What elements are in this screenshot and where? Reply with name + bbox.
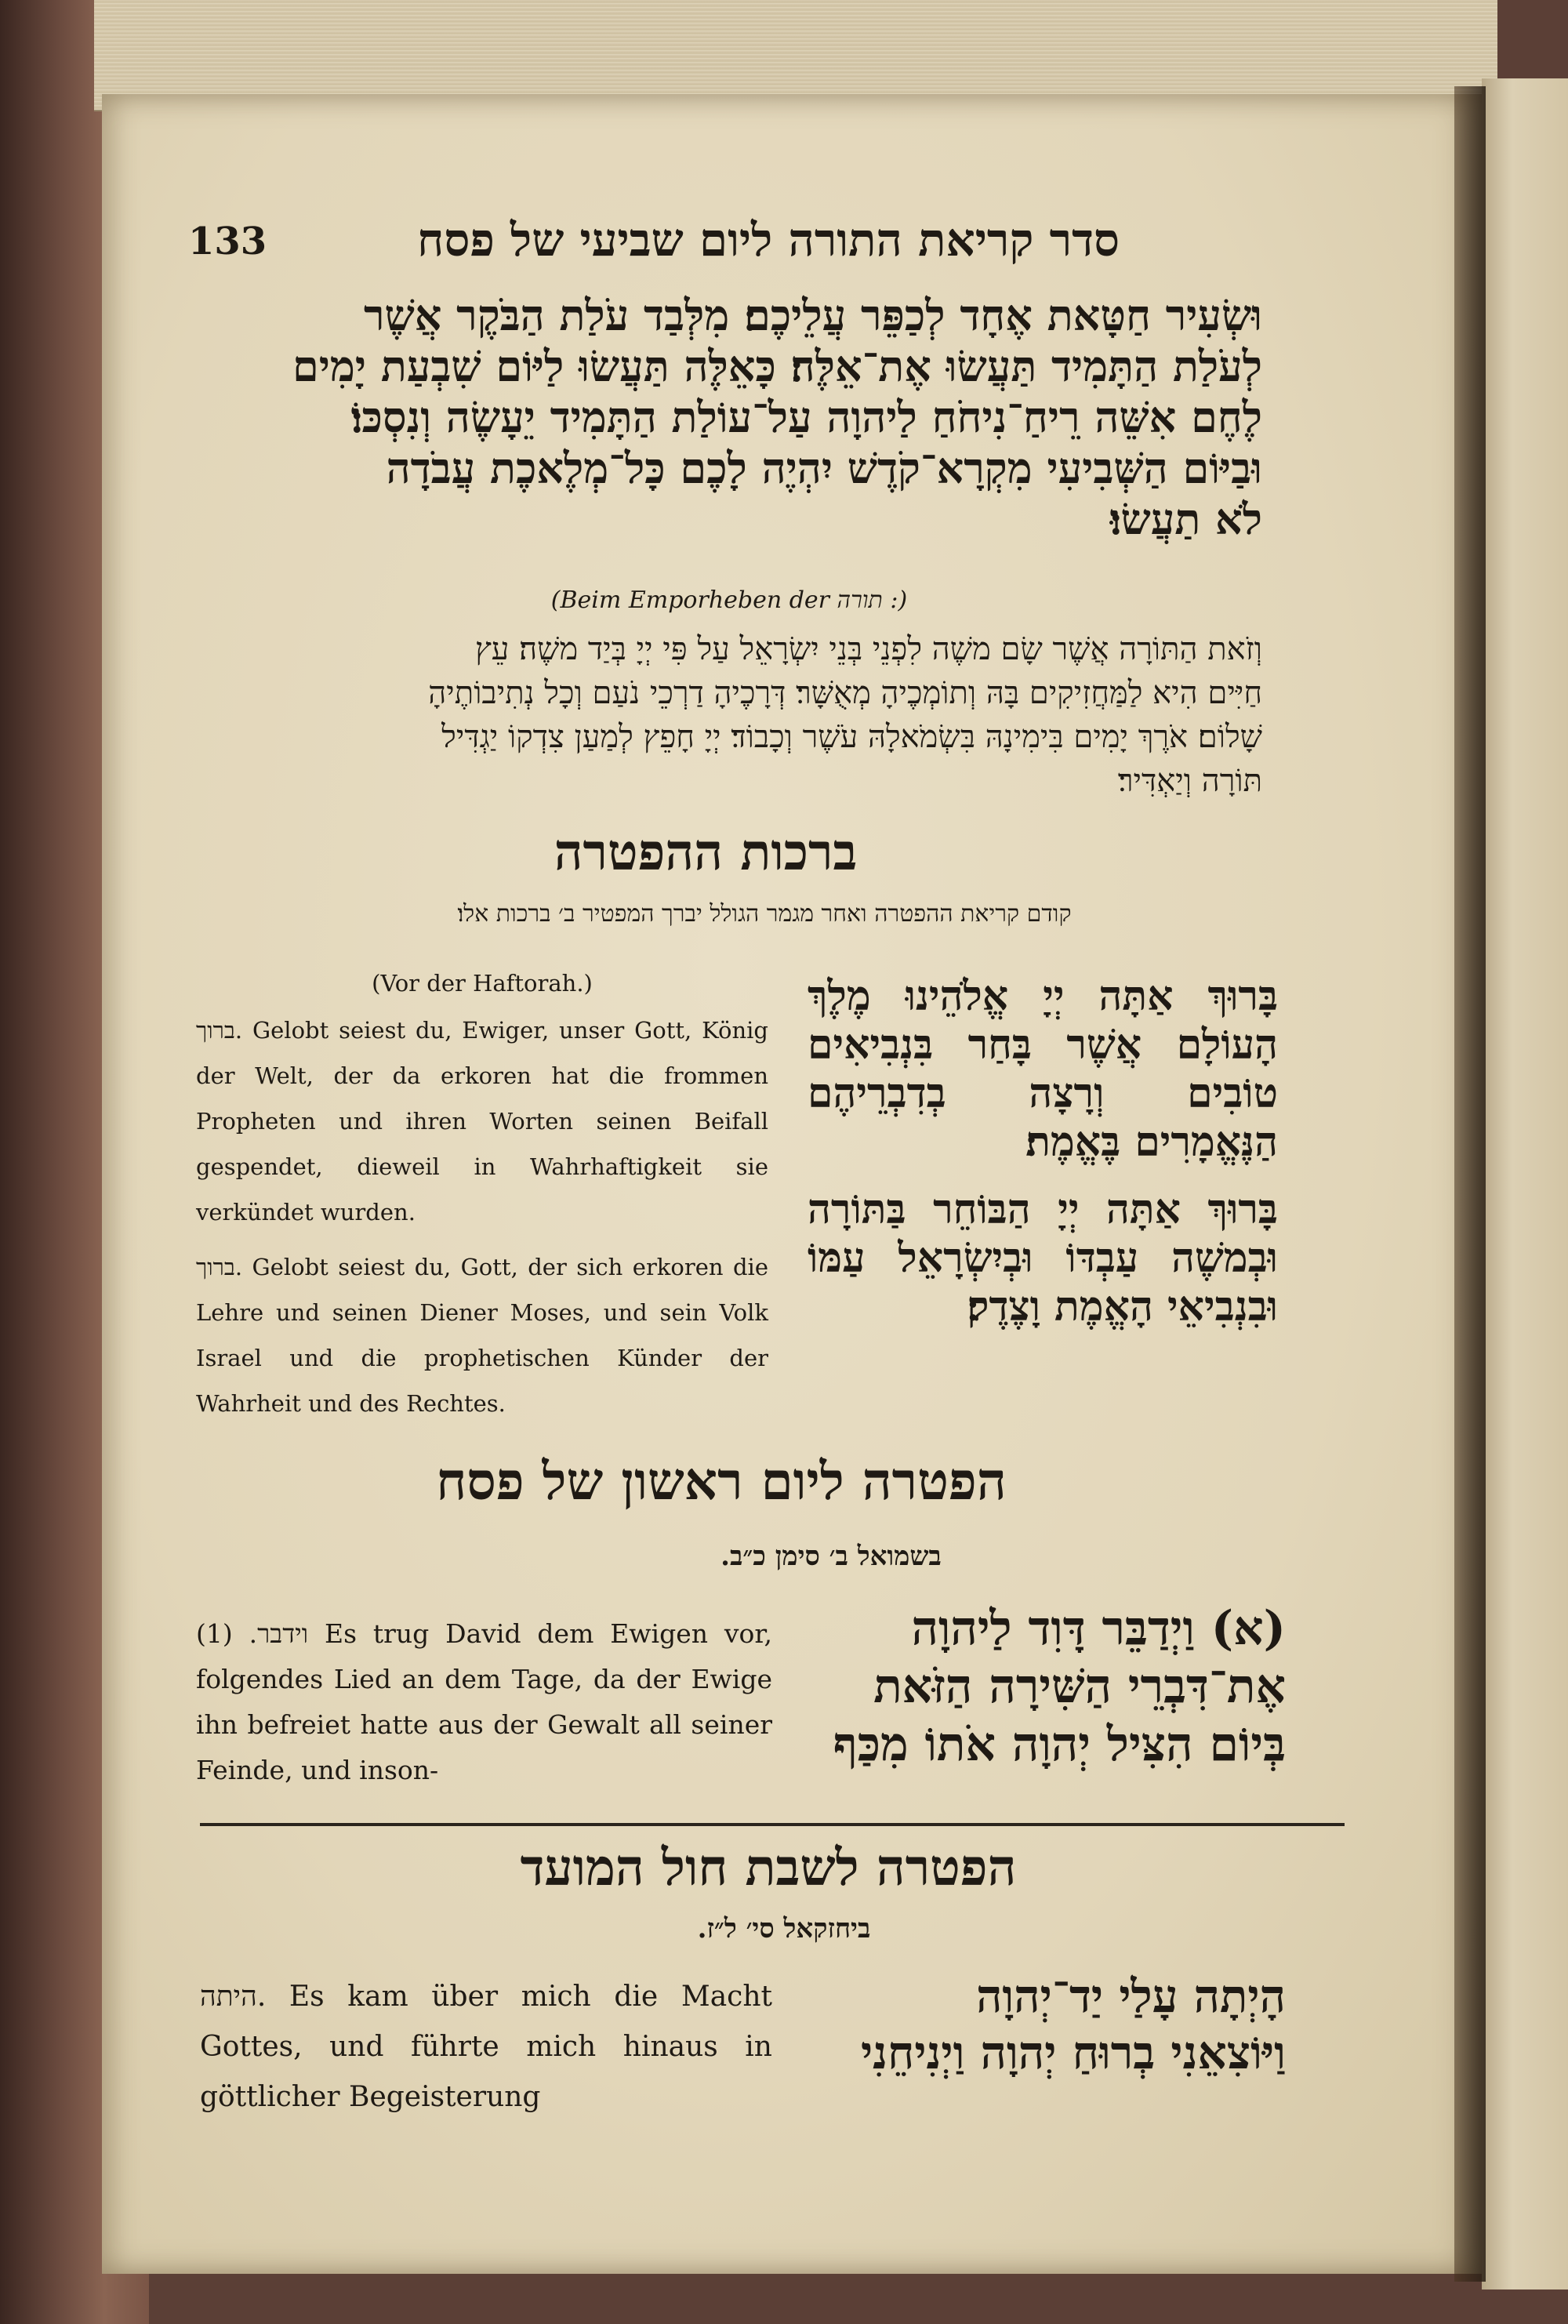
- verse-line: לֶחֶם אִשֵּׁה רֵיחַ־נִיחֹחַ לַיהוָה עַל־עוֹלַת הַתָּמִיד יֵעָשֶׂה וְנִסְכּוֹ׃: [350, 392, 1262, 442]
- hebrew-line: (א) וַיְדַבֵּר דָּוִד לַיהוָה: [911, 1601, 1286, 1656]
- verse-line: שָׁלוֹם׃ אֹרֶךְ יָמִים בִּימִינָהּ בִּשְׂמֹאלָהּ עֹשֶׁר וְכָבוֹד׃ יְיָ חָפֵץ לְמַעַן צִדְקוֹ יַגְדִּיל: [441, 719, 1262, 755]
- hebrew-blessings: [808, 972, 1278, 1350]
- hebrew-line: אֶת־דִּבְרֵי הַשִּׁירָה הַזֹּאת: [873, 1659, 1286, 1714]
- lifting-verses: [184, 627, 1262, 803]
- lifting-note: (Beim Emporheben der תורה :): [550, 586, 908, 614]
- german-heading: (Vor der Haftorah.): [372, 970, 593, 997]
- section-subtitle: קודם קריאת ההפטרה ואחר מגמר הגולל יברך המפטיר ב׳ ברכות אלו׃: [457, 900, 1072, 928]
- section-title-haftarah-first-day: הפטרה ליום ראשון של פסח: [436, 1451, 1007, 1512]
- german-translation-first-day: וידבר. (1) Es trug David dem Ewigen vor, folgendes Lied an dem Tage, da der Ewige ihn befreiet hatte aus der Gewalt all seiner Feinde, und inson-: [196, 1618, 772, 1785]
- hebrew-line: וַיּוֹצִאֵנִי בְרוּחַ יְהוָה וַיְנִיחֵנִי: [860, 2026, 1286, 2079]
- verse-line: לֹא תַעֲשׂוּ׃: [1109, 494, 1262, 544]
- section-divider: [200, 1823, 1345, 1826]
- verse-line: וּבַיּוֹם הַשְּׁבִיעִי מִקְרָא־קֹדֶשׁ יִהְיֶה לָכֶם כָּל־מְלֶאכֶת עֲבֹדָה: [386, 443, 1262, 493]
- hebrew-haftarah-first-day: [800, 1600, 1286, 1774]
- page-number: 133: [188, 220, 267, 263]
- verse-line: וּשְׂעִיר חַטָּאת אֶחָד לְכַפֵּר עֲלֵיכֶם׃ מִלְּבַד עֹלַת הַבֹּקֶר אֲשֶׁר: [363, 290, 1262, 340]
- verse-line: וְזֹאת הַתּוֹרָה אֲשֶׁר שָׂם משֶׁה לִפְנֵי בְּנֵי יִשְׂרָאֵל עַל פִּי יְיָ בְּיַד משֶׁה׃ עֵץ: [474, 631, 1262, 667]
- hebrew-line: בְּיוֹם הִצִּיל יְהוָה אֹתוֹ מִכַּף: [833, 1717, 1286, 1772]
- section-subtitle: ביחזקאל סי׳ ל״ז.: [697, 1913, 871, 1945]
- hebrew-paragraph: בָּרוּךְ אַתָּה יְיָ אֱלֹהֵינוּ מֶלֶךְ הָעוֹלָם אֲשֶׁר בָּחַר בִּנְבִיאִים טוֹבִים וְרָצָה בְדִבְרֵיהֶם הַנֶּאֱמָרִים בֶּאֱמֶת׃: [808, 972, 1278, 1166]
- section-title-haftarah-blessings: ברכות ההפטרה: [554, 823, 858, 882]
- section-subtitle: בשמואל ב׳ סימן כ״ב.: [720, 1541, 942, 1572]
- german-translation-shabbat: היתה. Es kam über mich die Macht Gottes, und führte mich hinaus in göttlicher Begeisterung: [200, 1981, 772, 2113]
- verse-line: לְעֹלַת הַתָּמִיד תַּעֲשׂוּ אֶת־אֵלֶּה׃ כָּאֵלֶּה תַּעֲשׂוּ לַיּוֹם שִׁבְעַת יָמִים: [292, 341, 1262, 391]
- german-paragraph: ברוך. Gelobt seiest du, Gott, der sich erkoren die Lehre und seinen Diener Moses, und sein Volk Israel und die prophetischen Künder der Wahrheit und des Rechtes.: [196, 1254, 768, 1417]
- german-translation-blessings: [196, 960, 768, 1436]
- torah-reading-verses: [184, 290, 1262, 545]
- hebrew-line: הָיְתָה עָלַי יַד־יְהוָה: [976, 1970, 1286, 2023]
- verse-line: חַיִּים הִיא לַמַּחֲזִיקִים בָּהּ וְתוֹמְכֶיהָ מְאֻשָּׁר׃ דְּרָכֶיהָ דַרְכֵי נֹעַם וְכָל נְתִיבוֹתֶיהָ: [428, 675, 1262, 711]
- section-title-haftarah-shabbat: הפטרה לשבת חול המועד: [520, 1839, 1017, 1897]
- facing-page-edge: [1482, 78, 1568, 2290]
- hebrew-haftarah-shabbat: [800, 1968, 1286, 2081]
- hebrew-paragraph: בָּרוּךְ אַתָּה יְיָ הַבּוֹחֵר בַּתּוֹרָה וּבְמשֶׁה עַבְדּוֹ וּבְיִשְׂרָאֵל עַמּוֹ וּבִנְבִיאֵי הָאֱמֶת וָצֶדֶק׃: [808, 1186, 1278, 1331]
- running-title: סדר קריאת התורה ליום שביעי של פסח: [417, 213, 1120, 267]
- german-paragraph: ברוך. Gelobt seiest du, Ewiger, unser Gott, König der Welt, der da erkoren hat die frommen Propheten und ihren Worten seinen Beifall gespendet, dieweil in Wahrhaftigkeit sie verkündet wurden.: [196, 1017, 768, 1226]
- verse-line: תּוֹרָה וְיַאְדִּיר׃: [1117, 763, 1262, 799]
- book-gutter: [1454, 86, 1486, 2282]
